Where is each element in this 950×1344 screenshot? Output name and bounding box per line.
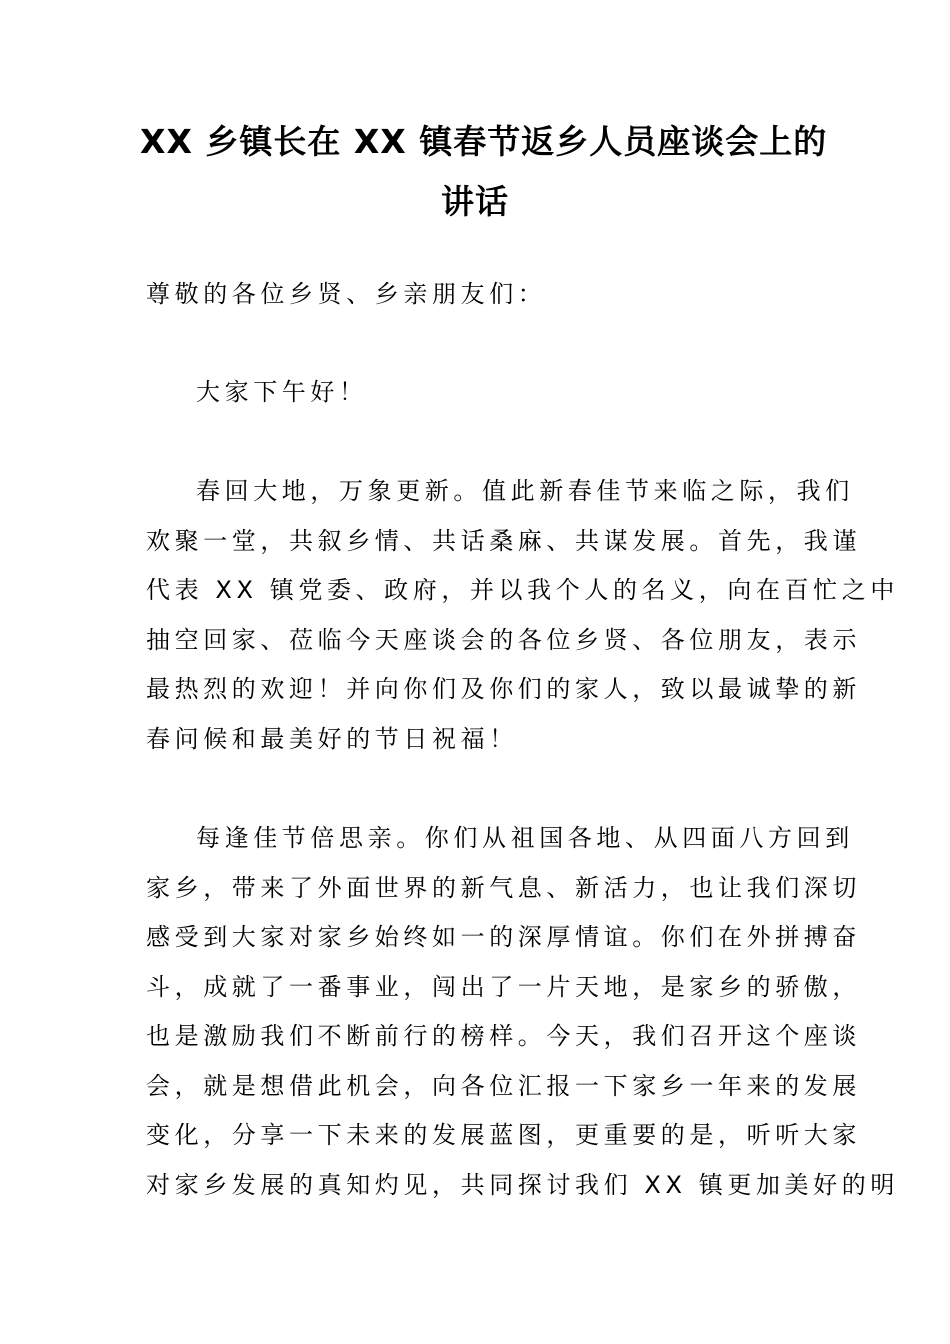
paragraph-line: 也是激励我们不断前行的榜样。今天，我们召开这个座谈 bbox=[146, 1022, 861, 1050]
paragraph-line: 对家乡发展的真知灼见，共同探讨我们 XX 镇更加美好的明 bbox=[146, 1171, 899, 1199]
paragraph-line: 欢聚一堂，共叙乡情、共话桑麻、共谋发展。首先，我谨 bbox=[146, 527, 861, 555]
title-line-1: XX 乡镇长在 XX 镇春节返乡人员座谈会上的 bbox=[140, 122, 828, 161]
paragraph-line: 最热烈的欢迎！并向你们及你们的家人，致以最诚挚的新 bbox=[146, 675, 861, 703]
paragraph-line: 春问候和最美好的节日祝福！ bbox=[146, 725, 518, 753]
paragraph-line: 会，就是想借此机会，向各位汇报一下家乡一年来的发展 bbox=[146, 1072, 861, 1100]
paragraph-line: 每逢佳节倍思亲。你们从祖国各地、从四面八方回到 bbox=[196, 824, 854, 852]
paragraph-line: 抽空回家、莅临今天座谈会的各位乡贤、各位朋友，表示 bbox=[146, 626, 861, 654]
paragraph-line: 变化，分享一下未来的发展蓝图，更重要的是，听听大家 bbox=[146, 1121, 861, 1149]
paragraph-line: 家乡，带来了外面世界的新气息、新活力，也让我们深切 bbox=[146, 874, 861, 902]
paragraph-line: 代表 XX 镇党委、政府，并以我个人的名义，向在百忙之中 bbox=[146, 576, 899, 604]
document-title bbox=[140, 112, 828, 232]
paragraph-line: 春回大地，万象更新。值此新春佳节来临之际，我们 bbox=[196, 477, 854, 505]
greeting: 大家下午好！ bbox=[196, 378, 368, 406]
paragraph-line: 感受到大家对家乡始终如一的深厚情谊。你们在外拼搏奋 bbox=[146, 923, 861, 951]
salutation: 尊敬的各位乡贤、乡亲朋友们： bbox=[146, 280, 547, 308]
title-line-2: 讲话 bbox=[441, 182, 509, 221]
paragraph-line: 斗，成就了一番事业，闯出了一片天地，是家乡的骄傲， bbox=[146, 973, 861, 1001]
